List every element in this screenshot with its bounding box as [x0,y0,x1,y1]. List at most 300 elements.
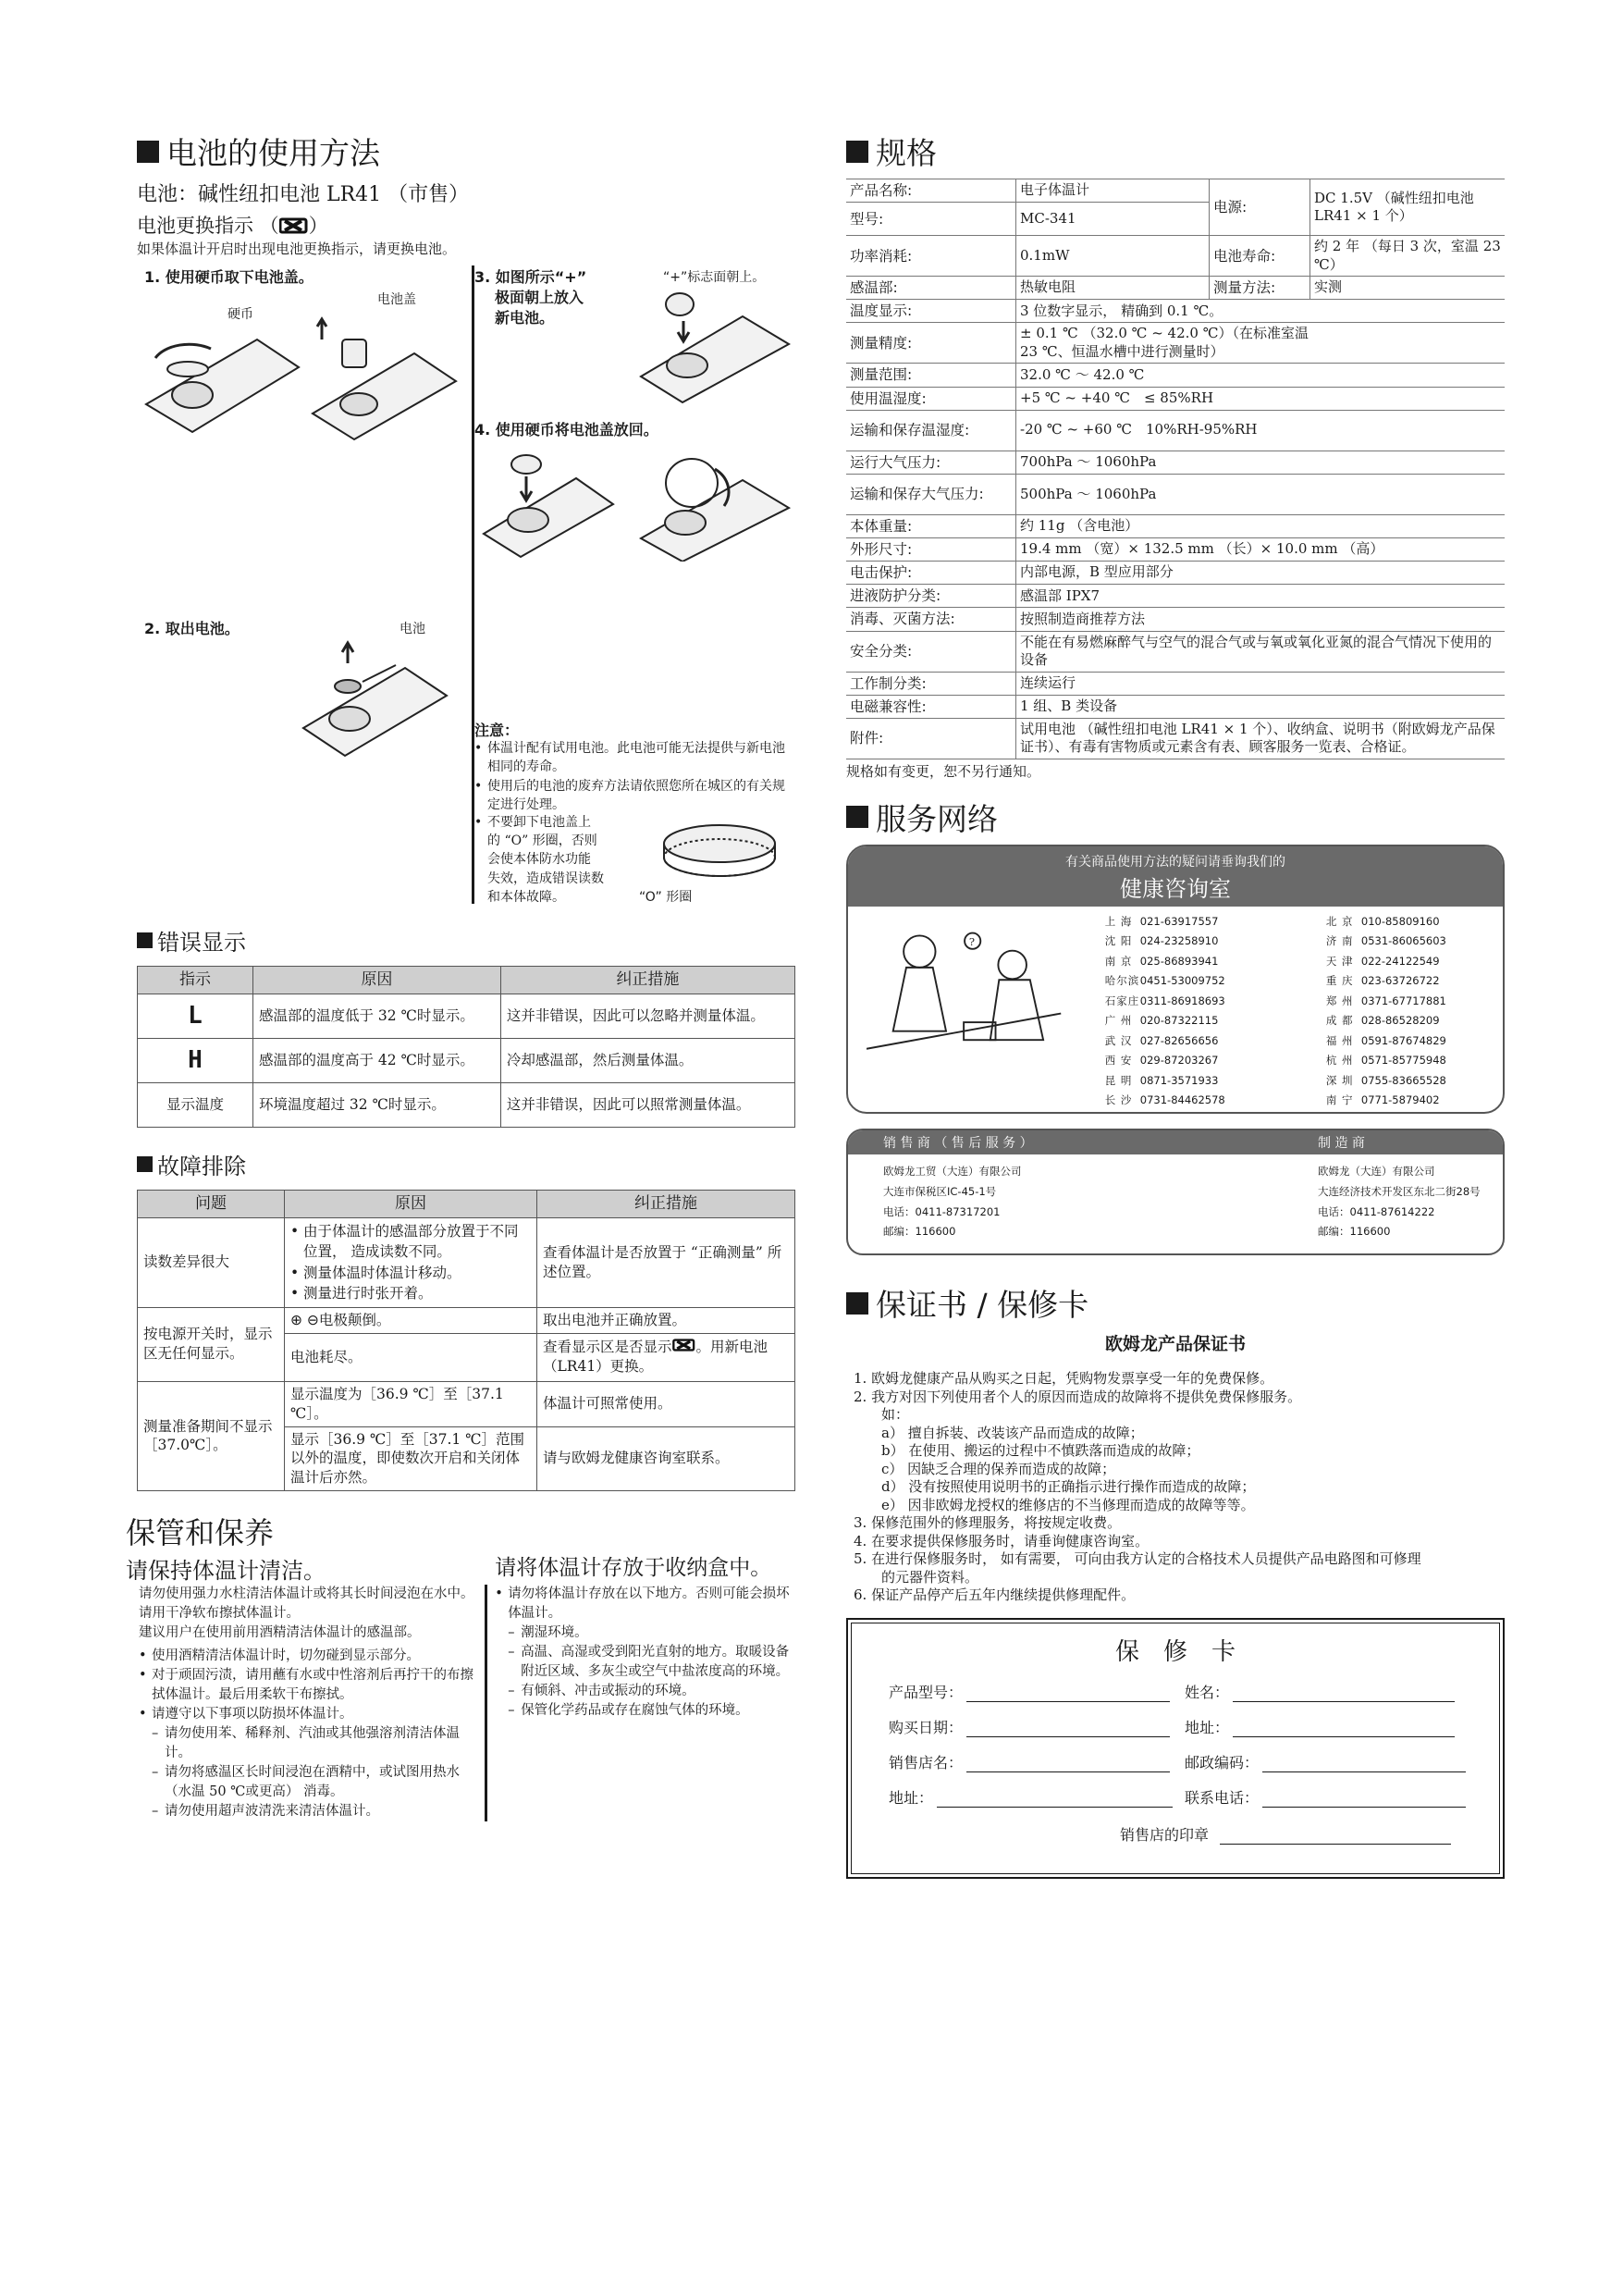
care-title: 保管和保养 [126,1515,275,1551]
note-item: • 使用后的电池的废弃方法请依照您所在城区的有关规定进行处理。 [474,777,787,815]
store-name-field[interactable] [889,1751,1170,1772]
spec-row [846,672,1505,695]
city-row [1105,992,1282,1012]
city-phone: 022-24122549 [1360,954,1440,968]
city-phone: 010-85809160 [1360,914,1440,928]
spec-key: 运行大气压力: [846,451,1016,474]
oring-note-line: 和本体故障。 [487,889,565,905]
city-row [1105,1051,1282,1071]
city-phone: 029-87203267 [1139,1054,1219,1068]
error-fix: 这并非错误，因此可以忽略并测量体温。 [500,994,794,1038]
spec-value: 0.1mW [1016,236,1210,277]
vendor-box [846,1129,1505,1255]
field-line [966,1755,1170,1772]
clean-dash: – 请勿将感温区长时间浸泡在酒精中，或试图用热水 （水温 50 ℃或更高） 消毒。 [152,1763,475,1802]
city-row [1105,971,1282,992]
notes-title: 注意： [474,722,520,739]
spec-value: 感温部 IPX7 [1016,585,1506,608]
city-name: 哈尔滨 [1104,974,1140,988]
spec-key: 功率消耗: [846,236,1016,277]
address-field[interactable] [1185,1716,1455,1737]
city-row [1105,1031,1282,1052]
step-3: 3. 如图所示“+” [474,268,587,286]
warranty-term: 如： [854,1406,910,1424]
cause-cell [285,1307,537,1333]
field-label: 地址： [889,1788,934,1807]
error-title-text: 错误显示 [157,930,246,956]
steps-left [137,265,465,904]
steps-right [472,265,804,904]
oring-note-line: 会使本体防水功能 [487,852,591,868]
spec-row [846,474,1505,514]
field-label: 地址： [1185,1718,1230,1736]
trouble-title-text: 故障排除 [157,1153,246,1179]
vendor-body [848,1154,1503,1253]
fix-text: 。用新电池 （LR41）更换。 [543,1339,768,1376]
warranty-term: 3. 保修范围外的修理服务，将按规定收费。 [854,1514,1122,1532]
service-section-title [846,796,1505,839]
spec-key: 温度显示: [846,300,1016,323]
seller-info [848,1162,1318,1242]
spec-key: 本体重量: [846,514,1016,537]
city-phone: 0311-86918693 [1139,994,1225,1007]
fix-cell: 请与欧姆龙健康咨询室联系。 [537,1426,795,1491]
spec-key: 安全分类: [846,631,1016,672]
city-name: 郑 州 [1325,994,1354,1007]
city-row [1105,1091,1282,1111]
field-label: 邮政编码： [1185,1753,1260,1771]
city-row [1326,952,1503,972]
field-line [937,1790,1173,1808]
step-4-text: 使用硬币将电池盖放回。 [495,421,658,438]
warranty-subtitle: 欧姆龙产品保证书 [1104,1334,1246,1355]
fix-cell [537,1333,795,1381]
model-field[interactable] [889,1681,1170,1702]
city-name: 南 京 [1104,954,1133,968]
table-row [138,1217,795,1307]
city-name: 福 州 [1325,1033,1354,1047]
step-3-line-2: 极面朝上放入 [495,289,584,306]
field-line [1233,1685,1455,1702]
trouble-table [137,1190,795,1491]
indicator-desc: 如果体温计开启时出现电池更换指示，请更换电池。 [137,241,457,257]
section-marker [846,1292,868,1315]
field-label: 产品型号： [889,1683,964,1701]
store-title: 请将体温计存放于收纳盒中。 [495,1556,772,1581]
error-fix: 这并非错误，因此可以照常测量体温。 [500,1082,794,1127]
city-phone: 028-86528209 [1360,1014,1440,1028]
city-row [1105,912,1282,932]
service-title-text: 服务网络 [876,800,998,837]
warranty-terms [846,1370,1505,1605]
spec-section-title [846,130,1505,173]
store-bullet: • 请勿将体温计存放在以下地方。否则可能会损坏体温计。 [495,1585,795,1623]
warranty-term: d） 没有按照使用说明书的正确指示进行操作而造成的故障； [854,1478,1256,1496]
trouble-section-title [137,1148,795,1180]
spec-key: 运输和保存大气压力: [846,474,1016,514]
section-marker [137,141,159,163]
store-bullets [495,1585,795,1623]
city-name: 广 州 [1104,1014,1133,1028]
spec-row [846,277,1505,300]
error-table [137,966,795,1128]
city-name: 杭 州 [1325,1054,1354,1068]
city-phone: 0451-53009752 [1139,974,1225,988]
city-list-right [1326,912,1503,1106]
error-cause: 环境温度超过 32 ℃时显示。 [253,1082,501,1127]
table-row [138,1381,795,1426]
indicator-title-end: ） [308,215,328,237]
seller-header: 销 售 商 （ 售 后 服 务 ） [883,1135,1033,1151]
field-line [1233,1720,1455,1737]
city-name: 深 圳 [1325,1073,1354,1087]
clean-dash: – 请勿使用苯、稀释剂、汽油或其他强溶剂清洁体温计。 [152,1724,475,1763]
stamp-field[interactable] [1120,1823,1451,1845]
field-line [1262,1790,1466,1808]
name-field[interactable] [1185,1681,1455,1702]
spec-value: 电子体温计 [1016,179,1210,203]
problem-cell: 读数差异很大 [138,1217,285,1307]
maker-line: 欧姆龙（大连）有限公司 [1318,1164,1435,1178]
spec-key: 电池寿命: [1210,236,1310,277]
spec-key: 工作制分类: [846,672,1016,695]
spec-key: 测量精度: [846,323,1016,364]
oring-note-line: 失效，造成错误读数 [487,870,604,886]
oring-illustration [650,821,789,885]
spec-key: 产品名称: [846,179,1016,203]
warranty-term: 4. 在要求提供保修服务时，请垂询健康咨询室。 [854,1532,1150,1549]
warranty-term: c） 因缺乏合理的保养而造成的故障； [854,1460,1116,1477]
city-phone: 0571-85775948 [1360,1054,1446,1068]
spec-value: 32.0 ℃ ～ 42.0 ℃ [1016,364,1506,387]
city-row [1326,1031,1503,1052]
step-4: 4. 使用硬币将电池盖放回。 [474,421,658,438]
cause-cell: 显示温度为［36.9 ℃］至［37.1 ℃］。 [285,1381,537,1426]
spec-value: 约 11g （含电池） [1016,514,1506,537]
table-row [138,994,795,1038]
city-phone: 0755-83665528 [1360,1073,1446,1087]
right-column [846,130,1505,1879]
svg-text:?: ? [968,934,975,948]
warranty-term: a） 擅自拆装、改装该产品而造成的故障； [854,1424,1144,1441]
seller-line: 邮编：116600 [883,1225,956,1239]
spec-value: 不能在有易燃麻醉气与空气的混合气或与氧或氧化亚氮的混合气情况下使用的设备 [1016,631,1506,672]
spec-key: 感温部: [846,277,1016,300]
city-name: 北 京 [1325,914,1354,928]
spec-value: +5 ℃ ~ +40 ℃ ≤ 85%RH [1016,387,1506,410]
error-cause: 感温部的温度低于 32 ℃时显示。 [253,994,501,1038]
city-row [1326,912,1503,932]
city-list-left [1105,912,1282,1106]
city-name: 石家庄 [1104,994,1140,1007]
indicator-title [137,211,795,239]
store-dashes [495,1623,795,1721]
battery-steps [137,265,795,913]
clean-line: 请用干净软布擦拭体温计。 [139,1606,300,1622]
city-row [1105,1011,1282,1031]
table-header-row [138,1190,795,1217]
field-label: 联系电话： [1185,1788,1260,1807]
field-label: 销售店名： [889,1753,964,1771]
step-3-illustration [622,284,798,404]
clean-bullets [139,1647,475,1724]
coin-label: 硬币 [227,307,253,322]
fix-text: 查看显示区是否显示 [543,1339,672,1356]
spec-key: 消毒、灭菌方法: [846,608,1016,631]
oring-note-line: 的 “O” 形圈，否则 [487,833,597,848]
spec-table [846,179,1505,759]
warranty-title-text: 保证书 / 保修卡 [876,1287,1089,1324]
plus-mark-label: “+”标志面朝上。 [663,270,766,285]
error-indicator-temp: 显示温度 [138,1082,253,1127]
spec-key: 使用温湿度: [846,387,1016,410]
step-1-text: 使用硬币取下电池盖。 [165,268,314,286]
table-header-row [138,967,795,994]
spec-row [846,300,1505,323]
city-name: 昆 明 [1104,1073,1133,1087]
store-dash: – 有倾斜、冲击或振动的环境。 [508,1682,795,1701]
seller-line: 电话：0411-87317201 [883,1204,1001,1218]
field-label: 购买日期： [889,1718,964,1736]
city-name: 武 汉 [1104,1033,1133,1047]
spec-value: 3 位数字显示， 精确到 0.1 ℃。 [1016,300,1506,323]
city-name: 天 津 [1325,954,1354,968]
error-fix: 冷却感温部，然后测量体温。 [500,1038,794,1082]
city-phone: 023-63726722 [1360,974,1440,988]
spec-value: DC 1.5V （碱性纽扣电池 LR41 × 1 个） [1310,179,1506,236]
spec-value: 热敏电阻 [1016,277,1210,300]
consultation-subtitle: 有关商品使用方法的疑问请垂询我们的 [1065,854,1285,870]
indicator-title-text: 电池更换指示 （ [137,215,279,237]
notes-list [474,739,787,814]
plus-minus-icon: ⊕ ⊖ [290,1311,319,1328]
problem-cell: 按电源开关时，显示区无任何显示。 [138,1307,285,1381]
spec-row [846,718,1505,759]
maker-header: 制 造 商 [1318,1135,1365,1151]
warranty-section-title [846,1281,1505,1325]
spec-value: 约 2 年 （每日 3 次，室温 23 ℃） [1310,236,1506,277]
table-row [138,1038,795,1082]
city-phone: 021-63917557 [1139,914,1219,928]
battery-indicator-icon [672,1339,696,1352]
consultation-body [848,907,1503,1112]
column-header: 指示 [138,967,253,994]
city-row [1326,971,1503,992]
column-header: 纠正措施 [537,1190,795,1217]
city-phone: 027-82656656 [1139,1033,1219,1047]
clean-title: 请保持体温计清洁。 [126,1558,326,1585]
city-row [1105,932,1282,952]
warranty-card-inner [851,1623,1500,1874]
spec-row [846,608,1505,631]
spec-key: 附件: [846,718,1016,759]
spec-value: 按照制造商推荐方法 [1016,608,1506,631]
spec-key: 测量范围: [846,364,1016,387]
warranty-term: b） 在使用、搬运的过程中不慎跌落而造成的故障； [854,1442,1200,1460]
clean-column [126,1585,487,1821]
spec-row [846,364,1505,387]
city-row [1326,1051,1503,1071]
spec-value: 试用电池 （碱性纽扣电池 LR41 × 1 个）、收纳盒、说明书（附欧姆龙产品保证书）、有毒有害物质或元素含有表、顾客服务一览表、合格证。 [1016,718,1506,759]
spec-row [846,451,1505,474]
city-phone: 025-86893941 [1139,954,1219,968]
step-1: 1. 使用硬币取下电池盖。 [144,268,314,286]
battery-type-line: 电池：碱性纽扣电池 LR41 （市售） [137,183,470,206]
spec-row [846,410,1505,451]
spec-row [846,323,1505,364]
spec-key: 运输和保存温湿度: [846,410,1016,451]
warranty-term: 5. 在进行保修服务时， 如有需要， 可向由我方认定的合格技术人员提供产品电路图和可修理 [854,1550,1421,1568]
error-section-title [137,924,795,957]
spec-row [846,695,1505,718]
spec-value: 19.4 mm （宽）× 132.5 mm （长）× 10.0 mm （高） [1016,537,1506,561]
field-label: 销售店的印章 [1120,1825,1210,1844]
spec-value: 连续运行 [1016,672,1506,695]
city-row [1326,1071,1503,1092]
warranty-term: 2. 我方对因下列使用者个人的原因而造成的故障将不提供免费保修服务。 [854,1388,1302,1405]
battery-title-text: 电池的使用方法 [166,135,380,171]
step-3-text-a: 如图所示“+” [495,268,587,286]
field-line [1262,1755,1466,1772]
city-phone: 0731-84462578 [1139,1093,1225,1107]
table-row [138,1082,795,1127]
city-name: 长 沙 [1104,1093,1133,1107]
spec-row [846,179,1505,203]
clean-line: 请勿使用强力水柱清洁体温计或将其长时间浸泡在水中。 [139,1586,474,1602]
spec-key: 电源: [1210,179,1310,236]
spec-value: MC-341 [1016,203,1210,236]
city-phone: 0371-67717881 [1360,994,1446,1007]
step-2-text: 取出电池。 [165,620,240,637]
store-address-field[interactable] [889,1786,1173,1808]
spec-key: 型号: [846,203,1016,236]
warranty-term: e） 因非欧姆龙授权的维修店的不当修理而造成的故障等等。 [854,1496,1255,1513]
maker-line: 邮编：116600 [1318,1225,1391,1239]
cause-cell: 显示［36.9 ℃］至［37.1 ℃］范围以外的温度，即使数次开启和关闭体温计后亦然。 [285,1426,537,1491]
warranty-term: 6. 保证产品停产后五年内继续提供修理配件。 [854,1586,1136,1604]
zip-field[interactable] [1185,1751,1466,1772]
cover-label: 电池盖 [377,292,416,307]
step-1-illustration [137,302,461,441]
consultation-header [848,846,1503,907]
section-marker [846,141,868,163]
step-2: 2. 取出电池。 [144,620,240,637]
step-3-line-3: 新电池。 [495,309,555,327]
warranty-card [846,1618,1505,1879]
fix-cell: 取出电池并正确放置。 [537,1307,795,1333]
spec-value: 500hPa ～ 1060hPa [1016,474,1506,514]
store-dash: – 高温、高湿或受到阳光直射的地方。取暖设备附近区域、多灰尘或空气中盐浓度高的环境。 [508,1643,795,1682]
city-name: 重 庆 [1325,974,1354,988]
store-column [487,1553,795,1821]
field-line [966,1685,1170,1702]
purchase-date-field[interactable] [889,1716,1170,1737]
vendor-header [848,1130,1503,1154]
store-dash: – 保管化学药品或存在腐蚀气体的环境。 [508,1701,795,1721]
battery-section-title [137,130,795,173]
section-marker [137,932,153,948]
city-row [1326,992,1503,1012]
fix-cell: 体温计可照常使用。 [537,1381,795,1426]
column-header: 原因 [285,1190,537,1217]
city-phone: 0871-3571933 [1139,1073,1219,1087]
spec-key: 进液防护分类: [846,585,1016,608]
spec-row [846,562,1505,585]
maker-line: 电话：0411-87614222 [1318,1204,1435,1218]
problem-cell: 测量准备期间不显示［37.0℃］。 [138,1381,285,1491]
oring-note-line: • 不要卸下电池盖上 [474,813,659,832]
clean-bullet: • 请遵守以下事项以防损坏体温计。 [139,1705,475,1724]
spec-key: 测量方法: [1210,277,1310,300]
spec-row [846,236,1505,277]
spec-value: 内部电源，B 型应用部分 [1016,562,1506,585]
city-name: 济 南 [1325,934,1354,948]
phone-field[interactable] [1185,1786,1466,1808]
oring-note-lines [487,832,604,907]
column-header: 原因 [253,967,501,994]
city-row [1326,1091,1503,1111]
spec-row [846,537,1505,561]
section-marker [846,806,868,828]
cause-cell [285,1217,537,1307]
consultation-box [846,845,1505,1114]
city-row [1105,1071,1282,1092]
city-phone: 0531-86065603 [1360,934,1446,948]
maker-info [1318,1162,1481,1242]
oring-note [474,813,659,832]
cause-cell: 电池耗尽。 [285,1333,537,1381]
error-indicator-h: H [138,1038,253,1082]
city-row [1105,952,1282,972]
cause-item: • 测量进行时张开着。 [290,1283,531,1303]
spec-value: ± 0.1 ℃ （32.0 ℃ ~ 42.0 ℃）（在标准室温 23 ℃、恒温水槽中进行测量时） [1016,323,1506,364]
field-label: 姓名： [1185,1683,1230,1701]
cause-item: • 测量体温时体温计移动。 [290,1263,531,1283]
step-2-illustration [285,626,461,765]
warranty-term: 1. 欧姆龙健康产品从购买之日起，凭购物发票享受一年的免费保修。 [854,1370,1274,1388]
section-marker [137,1156,153,1172]
city-phone: 0771-5879402 [1360,1093,1440,1107]
column-header: 问题 [138,1190,285,1217]
battery-label: 电池 [400,622,425,636]
city-row [1326,1011,1503,1031]
clean-dash: – 请勿使用超声波清洗来清洁体温计。 [152,1802,475,1821]
maker-line: 大连经济技术开发区东北二街28号 [1318,1184,1481,1198]
city-name: 南 宁 [1325,1093,1354,1107]
column-header: 纠正措施 [500,967,794,994]
spec-title-text: 规格 [876,135,937,171]
left-column [126,130,795,1821]
table-row [138,1307,795,1333]
note-item: • 体温计配有试用电池。此电池可能无法提供与新电池相同的寿命。 [474,739,787,777]
warranty-term: 的元器件资料。 [854,1568,979,1586]
cause-item: • 由于体温计的感温部分放置于不同位置， 造成读数不同。 [290,1221,531,1263]
consultation-illustration [867,912,1070,1097]
field-line [1220,1827,1451,1845]
spec-value: 实测 [1310,277,1506,300]
clean-line: 建议用户在使用前用酒精清洁体温计的感温部。 [139,1625,421,1641]
spec-row [846,387,1505,410]
spec-row [846,585,1505,608]
city-name: 西 安 [1104,1054,1133,1068]
city-name: 成 都 [1325,1014,1354,1028]
city-row [1326,932,1503,952]
spec-key: 外形尺寸: [846,537,1016,561]
clean-bullet: • 使用酒精清洁体温计时，切勿碰到显示部分。 [139,1647,475,1666]
error-indicator-l: L [138,994,253,1038]
seller-line: 大连市保税区IC-45-1号 [883,1184,997,1198]
city-name: 上 海 [1104,914,1133,928]
